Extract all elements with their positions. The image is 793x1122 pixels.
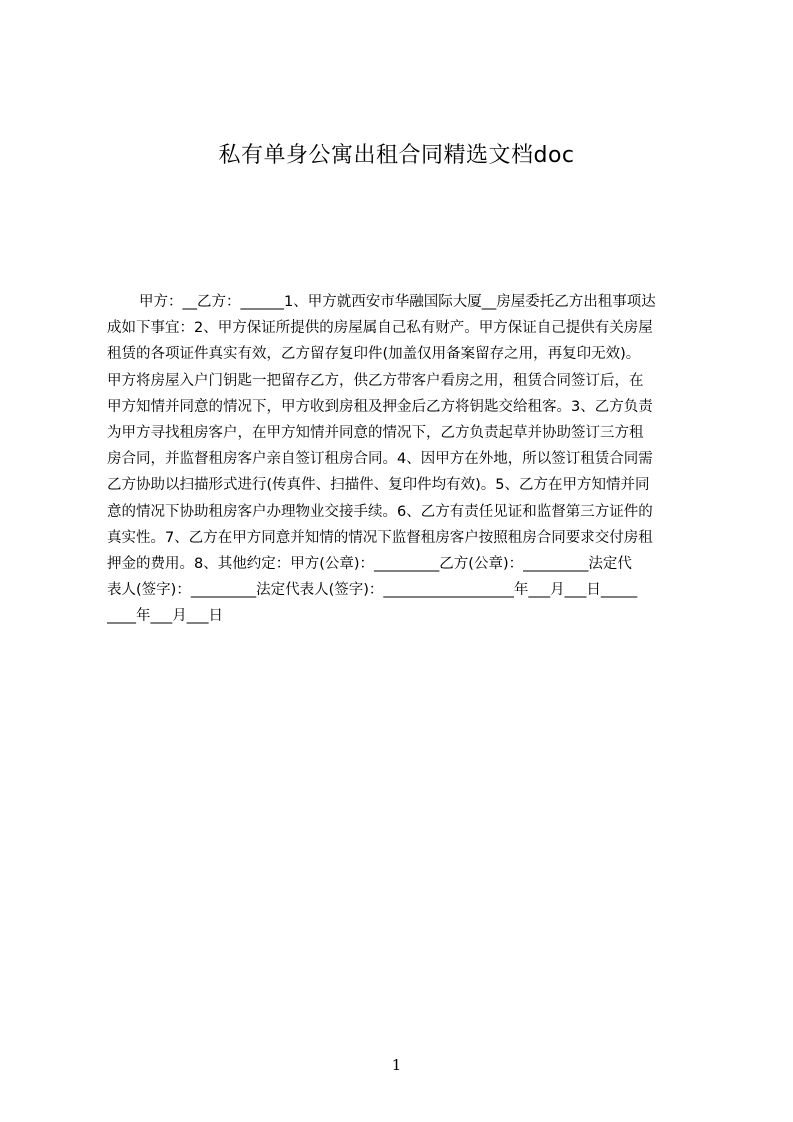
contract-body — [107, 289, 700, 629]
page-number: 1 — [391, 1056, 402, 1074]
body-line-12: 表人(签字)：_________法定代表人(签字)：__________________年___月___日_____ — [107, 582, 638, 599]
body-line-3: 租赁的各项证件真实有效，乙方留存复印件(加盖仅用备案留存之用，再复印无效)。 — [107, 346, 641, 363]
body-line-6: 为甲方寻找租房客户，在甲方知情并同意的情况下，乙方负责起草并协助签订三方租 — [107, 424, 644, 441]
body-line-9: 意的情况下协助租房客户办理物业交接手续。6、乙方有责任见证和监督第三方证件的 — [107, 503, 653, 520]
body-line-7: 房合同，并监督租房客户亲自签订租房合同。4、因甲方在外地，所以签订租赁合同需 — [107, 451, 653, 468]
body-line-4: 甲方将房屋入户门钥匙一把留存乙方，供乙方带客户看房之用，租赁合同签订后，在 — [107, 372, 644, 389]
body-line-2: 成如下事宜：2、甲方保证所提供的房屋属自己私有财产。甲方保证自己提供有关房屋 — [107, 320, 653, 337]
document-title: 私有单身公寓出租合同精选文档doc — [218, 143, 575, 168]
body-line-10: 真实性。7、乙方在甲方同意并知情的情况下监督租房客户按照租房合同要求交付房租 — [107, 529, 653, 546]
body-line-11: 押金的费用。8、其他约定：甲方(公章)：_________乙方(公章)：_________法定代 — [107, 555, 632, 572]
body-line-5: 甲方知情并同意的情况下，甲方收到房租及押金后乙方将钥匙交给租客。3、乙方负责 — [107, 398, 653, 415]
body-line-8: 乙方协助以扫描形式进行(传真件、扫描件、复印件均有效)。5、乙方在甲方知情并同 — [107, 477, 650, 494]
body-line-13: ____年___月___日 — [107, 608, 223, 625]
body-line-1: 甲方：__乙方：______1、甲方就西安市华融国际大厦__房屋委托乙方出租事项达 — [139, 294, 656, 310]
